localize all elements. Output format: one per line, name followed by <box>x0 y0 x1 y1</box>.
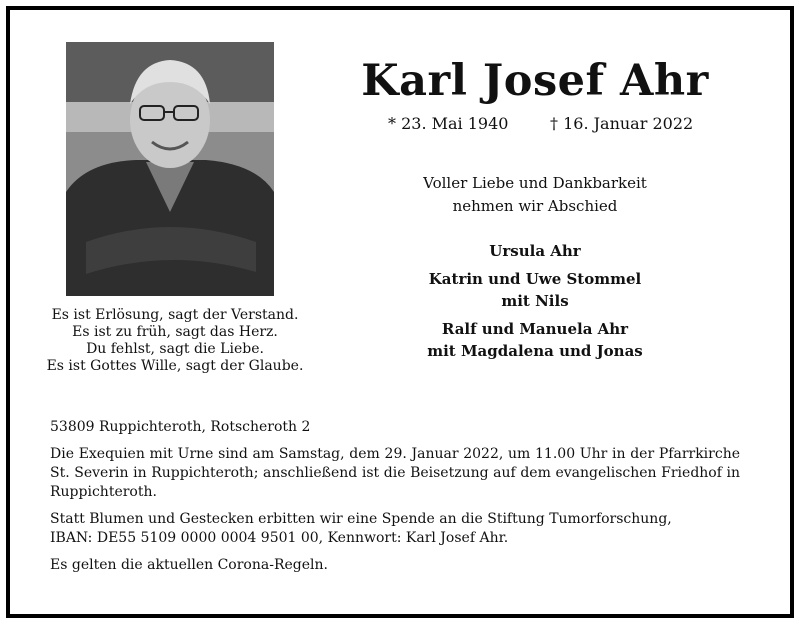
corona-note: Es gelten die aktuellen Corona-Regeln. <box>50 557 328 573</box>
address: 53809 Ruppichteroth, Rotscheroth 2 <box>50 419 311 435</box>
mourner-name: mit Magdalena und Jonas <box>427 342 643 360</box>
mourner-name: Katrin und Uwe Stommel <box>428 270 642 288</box>
mourner-group <box>400 318 670 362</box>
tribute-line: nehmen wir Abschied <box>452 197 618 215</box>
tribute-text <box>380 172 690 218</box>
mourner-group <box>400 240 670 262</box>
verse <box>30 307 320 375</box>
mourners-list <box>400 240 670 368</box>
verse-line: Du fehlst, sagt die Liebe. <box>86 341 264 357</box>
donation-line: IBAN: DE55 5109 0000 0004 9501 00, Kennwort: Karl Josef Ahr. <box>50 530 509 546</box>
verse-line: Es ist Gottes Wille, sagt der Glaube. <box>46 358 304 374</box>
donation-info <box>50 510 740 548</box>
service-info: Die Exequien mit Urne sind am Samstag, dem 29. Januar 2022, um 11.00 Uhr in der Pfarrkirche St. Severin in Ruppichteroth; anschließend ist die Beisetzung auf dem evangelischen Friedhof in Ruppichteroth. <box>50 446 740 500</box>
mourner-group <box>400 268 670 312</box>
details <box>50 418 740 583</box>
donation-line: Statt Blumen und Gestecken erbitten wir eine Spende an die Stiftung Tumorforschung, <box>50 511 672 527</box>
deceased-name: Karl Josef Ahr <box>361 56 709 106</box>
verse-line: Es ist Erlösung, sagt der Verstand. <box>51 307 299 323</box>
portrait-photo <box>66 42 274 296</box>
verse-line: Es ist zu früh, sagt das Herz. <box>72 324 278 340</box>
mourner-name: Ursula Ahr <box>489 242 581 260</box>
birth-date: * 23. Mai 1940 <box>388 114 509 133</box>
tribute-line: Voller Liebe und Dankbarkeit <box>423 174 647 192</box>
death-date: † 16. Januar 2022 <box>550 114 694 133</box>
mourner-name: mit Nils <box>501 292 569 310</box>
mourner-name: Ralf und Manuela Ahr <box>441 320 629 338</box>
